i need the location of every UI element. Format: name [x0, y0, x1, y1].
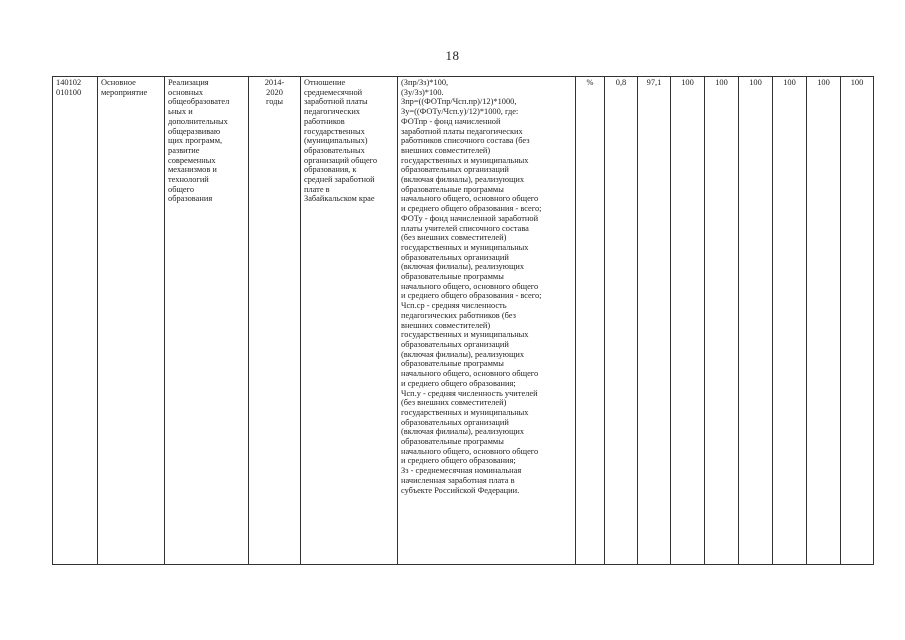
formula-line: начального общего, основного общего: [401, 369, 539, 379]
name-cell: [165, 77, 249, 565]
formula-line: работников списочного состава (без: [401, 136, 530, 146]
page-number: 18: [445, 48, 460, 63]
formula-line: образовательных организаций: [401, 417, 509, 427]
formula-line: начального общего, основного общего: [401, 194, 539, 204]
value-cell: 100: [773, 77, 807, 565]
formula-line: образовательных организаций: [401, 165, 509, 175]
formula-line: государственных и муниципальных: [401, 330, 529, 340]
value-cell: 100: [739, 77, 773, 565]
type-cell: Основное мероприятие: [98, 77, 165, 565]
name-line: Реализация: [168, 78, 209, 87]
name-line: общеобразовател: [168, 97, 230, 107]
formula-line: Чсп.ср - средняя численность: [401, 301, 507, 311]
name-line: механизмов и: [168, 165, 217, 175]
unit-cell: %: [576, 77, 605, 565]
indicator-cell: [301, 77, 398, 565]
formula-cell: [398, 77, 576, 565]
formula-line: образовательных организаций: [401, 252, 509, 262]
formula-line: внешних совместителей): [401, 145, 491, 155]
formula-line: образовательные программы: [401, 272, 504, 282]
formula-line: (включая филиалы), реализующих: [401, 175, 525, 185]
formula-line: образовательные программы: [401, 359, 504, 369]
indicator-line: Забайкальском крае: [304, 194, 375, 204]
formula-line: (Зпр/Зз)*100,: [401, 78, 449, 87]
formula-line: внешних совместителей): [401, 320, 491, 330]
formula-line: платы учителей списочного состава: [401, 223, 529, 233]
value-cell: 97,1: [638, 77, 671, 565]
indicator-line: организаций общего: [304, 155, 378, 165]
indicator-line: педагогических: [304, 107, 360, 117]
formula-line: (включая филиалы), реализующих: [401, 427, 525, 437]
formula-line: ФОТпр - фонд начисленной: [401, 116, 501, 126]
formula-line: государственных и муниципальных: [401, 407, 529, 417]
formula-line: Зпр=((ФОТпр/Чсп.пр)/12)*1000,: [401, 97, 517, 107]
formula-line: образовательных организаций: [401, 339, 509, 349]
formula-line: субъекте Российской Федерации.: [401, 485, 520, 495]
indicator-line: Отношение: [304, 78, 346, 87]
indicators-table: [52, 76, 874, 565]
indicator-line: среднемесячной: [304, 87, 363, 97]
period-line: 2020: [266, 87, 283, 97]
code-cell: [53, 77, 98, 565]
value-cell: 100: [671, 77, 705, 565]
indicator-line: средней заработной: [304, 175, 375, 185]
indicator-line: работников: [304, 116, 345, 126]
name-line: общеразвиваю: [168, 126, 221, 136]
formula-line: (без внешних совместителей): [401, 398, 507, 408]
formula-line: (Зу/Зз)*100.: [401, 87, 444, 97]
value-cell: 0,8: [605, 77, 638, 565]
period-line: годы: [265, 97, 284, 107]
indicator-line: заработной платы: [304, 97, 368, 107]
formula-line: (включая филиалы), реализующих: [401, 349, 525, 359]
indicator-line: государственных: [304, 126, 365, 136]
name-line: щих программ,: [168, 136, 223, 146]
formula-line: Чсп.у - средняя численность учителей: [401, 388, 538, 398]
name-line: современных: [168, 155, 216, 165]
formula-line: начального общего, основного общего: [401, 446, 539, 456]
formula-line: заработной платы педагогических: [401, 126, 523, 136]
value-cell: 100: [807, 77, 841, 565]
name-line: технологий: [168, 175, 209, 185]
formula-line: Зз - среднемесячная номинальная: [401, 466, 522, 476]
period-line: 2014-: [264, 78, 285, 87]
formula-line: начального общего, основного общего: [401, 281, 539, 291]
formula-line: и среднего общего образования - всего;: [401, 291, 542, 301]
name-line: общего: [168, 184, 195, 194]
period-cell: [249, 77, 301, 565]
value-cell: 100: [705, 77, 739, 565]
table-row: [53, 77, 874, 565]
formula-line: образовательные программы: [401, 184, 504, 194]
indicator-line: образовательных: [304, 145, 365, 155]
indicator-line: плате в: [304, 184, 330, 194]
formula-line: и среднего общего образования;: [401, 456, 516, 466]
formula-line: государственных и муниципальных: [401, 242, 529, 252]
name-line: образования: [168, 194, 213, 204]
formula-line: и среднего общего образования;: [401, 378, 516, 388]
value-cell: 100: [841, 77, 874, 565]
formula-line: педагогических работников (без: [401, 310, 516, 320]
code-line: 010100: [56, 87, 82, 97]
formula-line: (включая филиалы), реализующих: [401, 262, 525, 272]
formula-line: государственных и муниципальных: [401, 155, 529, 165]
code-line: 140102: [56, 78, 82, 87]
indicator-line: образования, к: [304, 165, 357, 175]
name-line: дополнительных: [168, 116, 228, 126]
indicator-line: (муниципальных): [304, 136, 368, 146]
name-line: основных: [168, 87, 204, 97]
formula-line: Зу=((ФОТу/Чсп.у)/12)*1000, где:: [401, 107, 519, 117]
formula-line: образовательные программы: [401, 437, 504, 447]
formula-line: (без внешних совместителей): [401, 233, 507, 243]
formula-line: начисленная заработная плата в: [401, 475, 515, 485]
formula-line: и среднего общего образования - всего;: [401, 204, 542, 214]
formula-line: ФОТу - фонд начисленной заработной: [401, 213, 539, 223]
name-line: развитие: [168, 145, 200, 155]
name-line: ьных и: [168, 107, 193, 117]
